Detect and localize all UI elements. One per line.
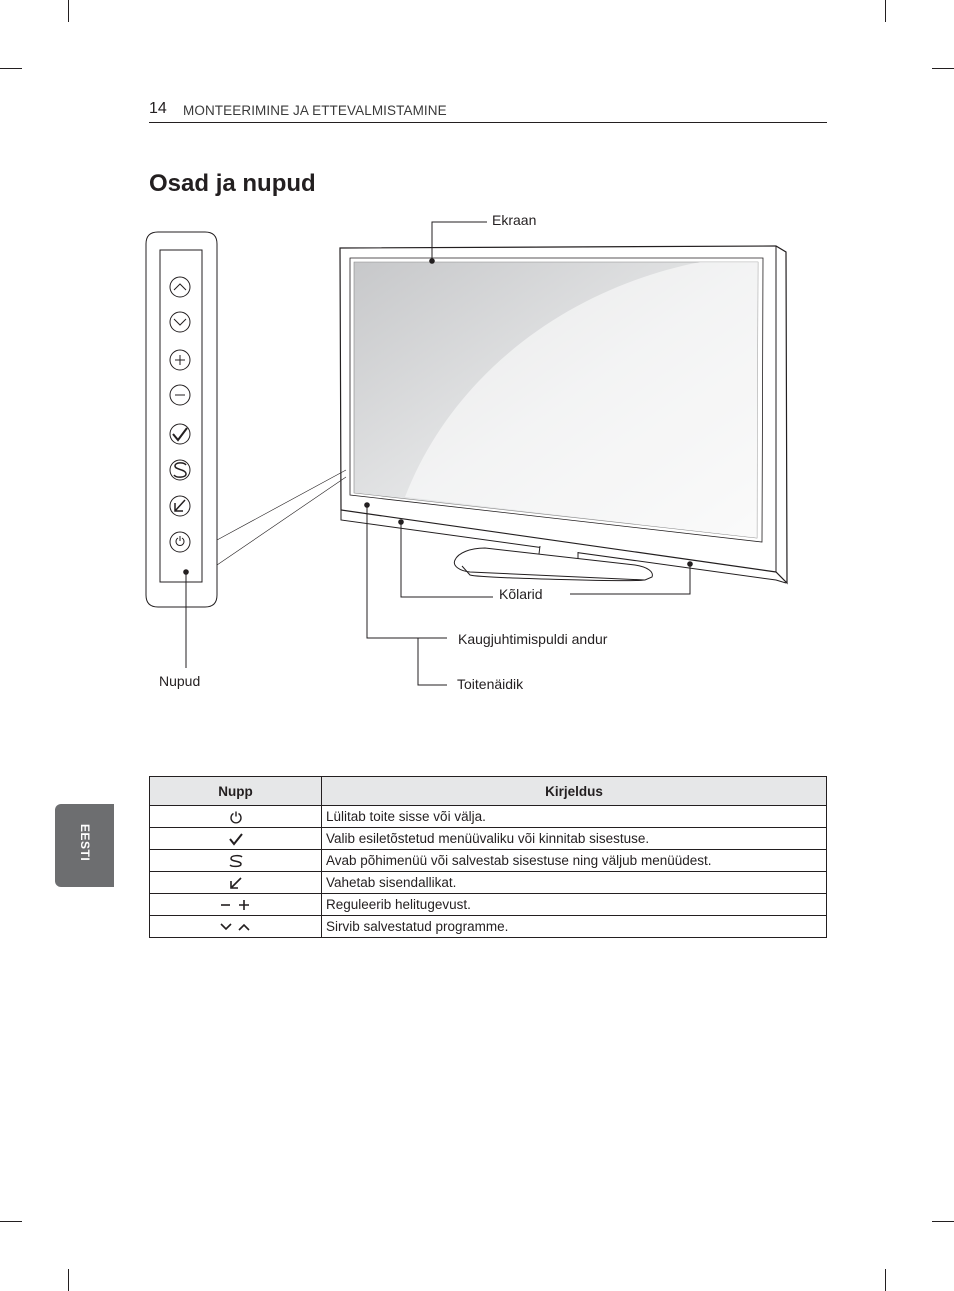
table-cell: Lülitab toite sisse või välja.	[322, 806, 827, 828]
table-row	[150, 916, 827, 938]
label-power-indicator: Toitenäidik	[457, 676, 524, 692]
table-row	[150, 850, 827, 872]
panel-buttons	[170, 277, 190, 552]
label-buttons: Nupud	[159, 673, 201, 689]
label-remote-sensor: Kaugjuhtimispuldi andur	[458, 631, 608, 647]
crop-mark	[932, 1221, 954, 1222]
check-icon	[228, 832, 244, 846]
page-title: Osad ja nupud	[149, 170, 316, 197]
table-header-row	[150, 777, 827, 806]
table-row	[150, 806, 827, 828]
table-row	[150, 894, 827, 916]
page-number: 14	[149, 100, 167, 117]
chevron-down-up-icon	[220, 920, 252, 934]
input-arrow-icon	[229, 876, 243, 890]
column-header: Nupp	[150, 777, 322, 806]
table-cell: Avab põhimenüü või salvestab sisestuse ning väljub menüüdest.	[322, 850, 827, 872]
table-cell: Vahetab sisendallikat.	[322, 872, 827, 894]
button-panel	[146, 232, 217, 607]
section-title: MONTEERIMINE JA ETTEVALMISTAMINE	[183, 103, 447, 118]
label-speakers: Kõlarid	[499, 586, 543, 602]
tv-stand	[454, 546, 652, 581]
settings-s-icon	[228, 854, 244, 868]
buttons-table	[149, 776, 827, 938]
power-icon	[170, 532, 190, 552]
chevron-up-icon	[170, 277, 190, 297]
label-screen: Ekraan	[492, 212, 537, 228]
crop-mark	[885, 1269, 886, 1291]
table-cell: Reguleerib helitugevust.	[322, 894, 827, 916]
zoom-line	[217, 470, 346, 565]
table-cell: Sirvib salvestatud programme.	[322, 916, 827, 938]
column-header: Kirjeldus	[322, 777, 827, 806]
crop-mark	[68, 1269, 69, 1291]
table-row	[150, 828, 827, 850]
crop-mark	[0, 1221, 22, 1222]
table-row	[150, 872, 827, 894]
power-icon	[229, 810, 243, 824]
table-cell: Valib esiletõstetud menüüvaliku või kinnitab sisestuse.	[322, 828, 827, 850]
language-tab-label: EESTI	[78, 824, 92, 862]
minus-plus-icon	[220, 898, 252, 912]
language-tab	[55, 804, 114, 887]
chevron-down-icon	[170, 312, 190, 332]
